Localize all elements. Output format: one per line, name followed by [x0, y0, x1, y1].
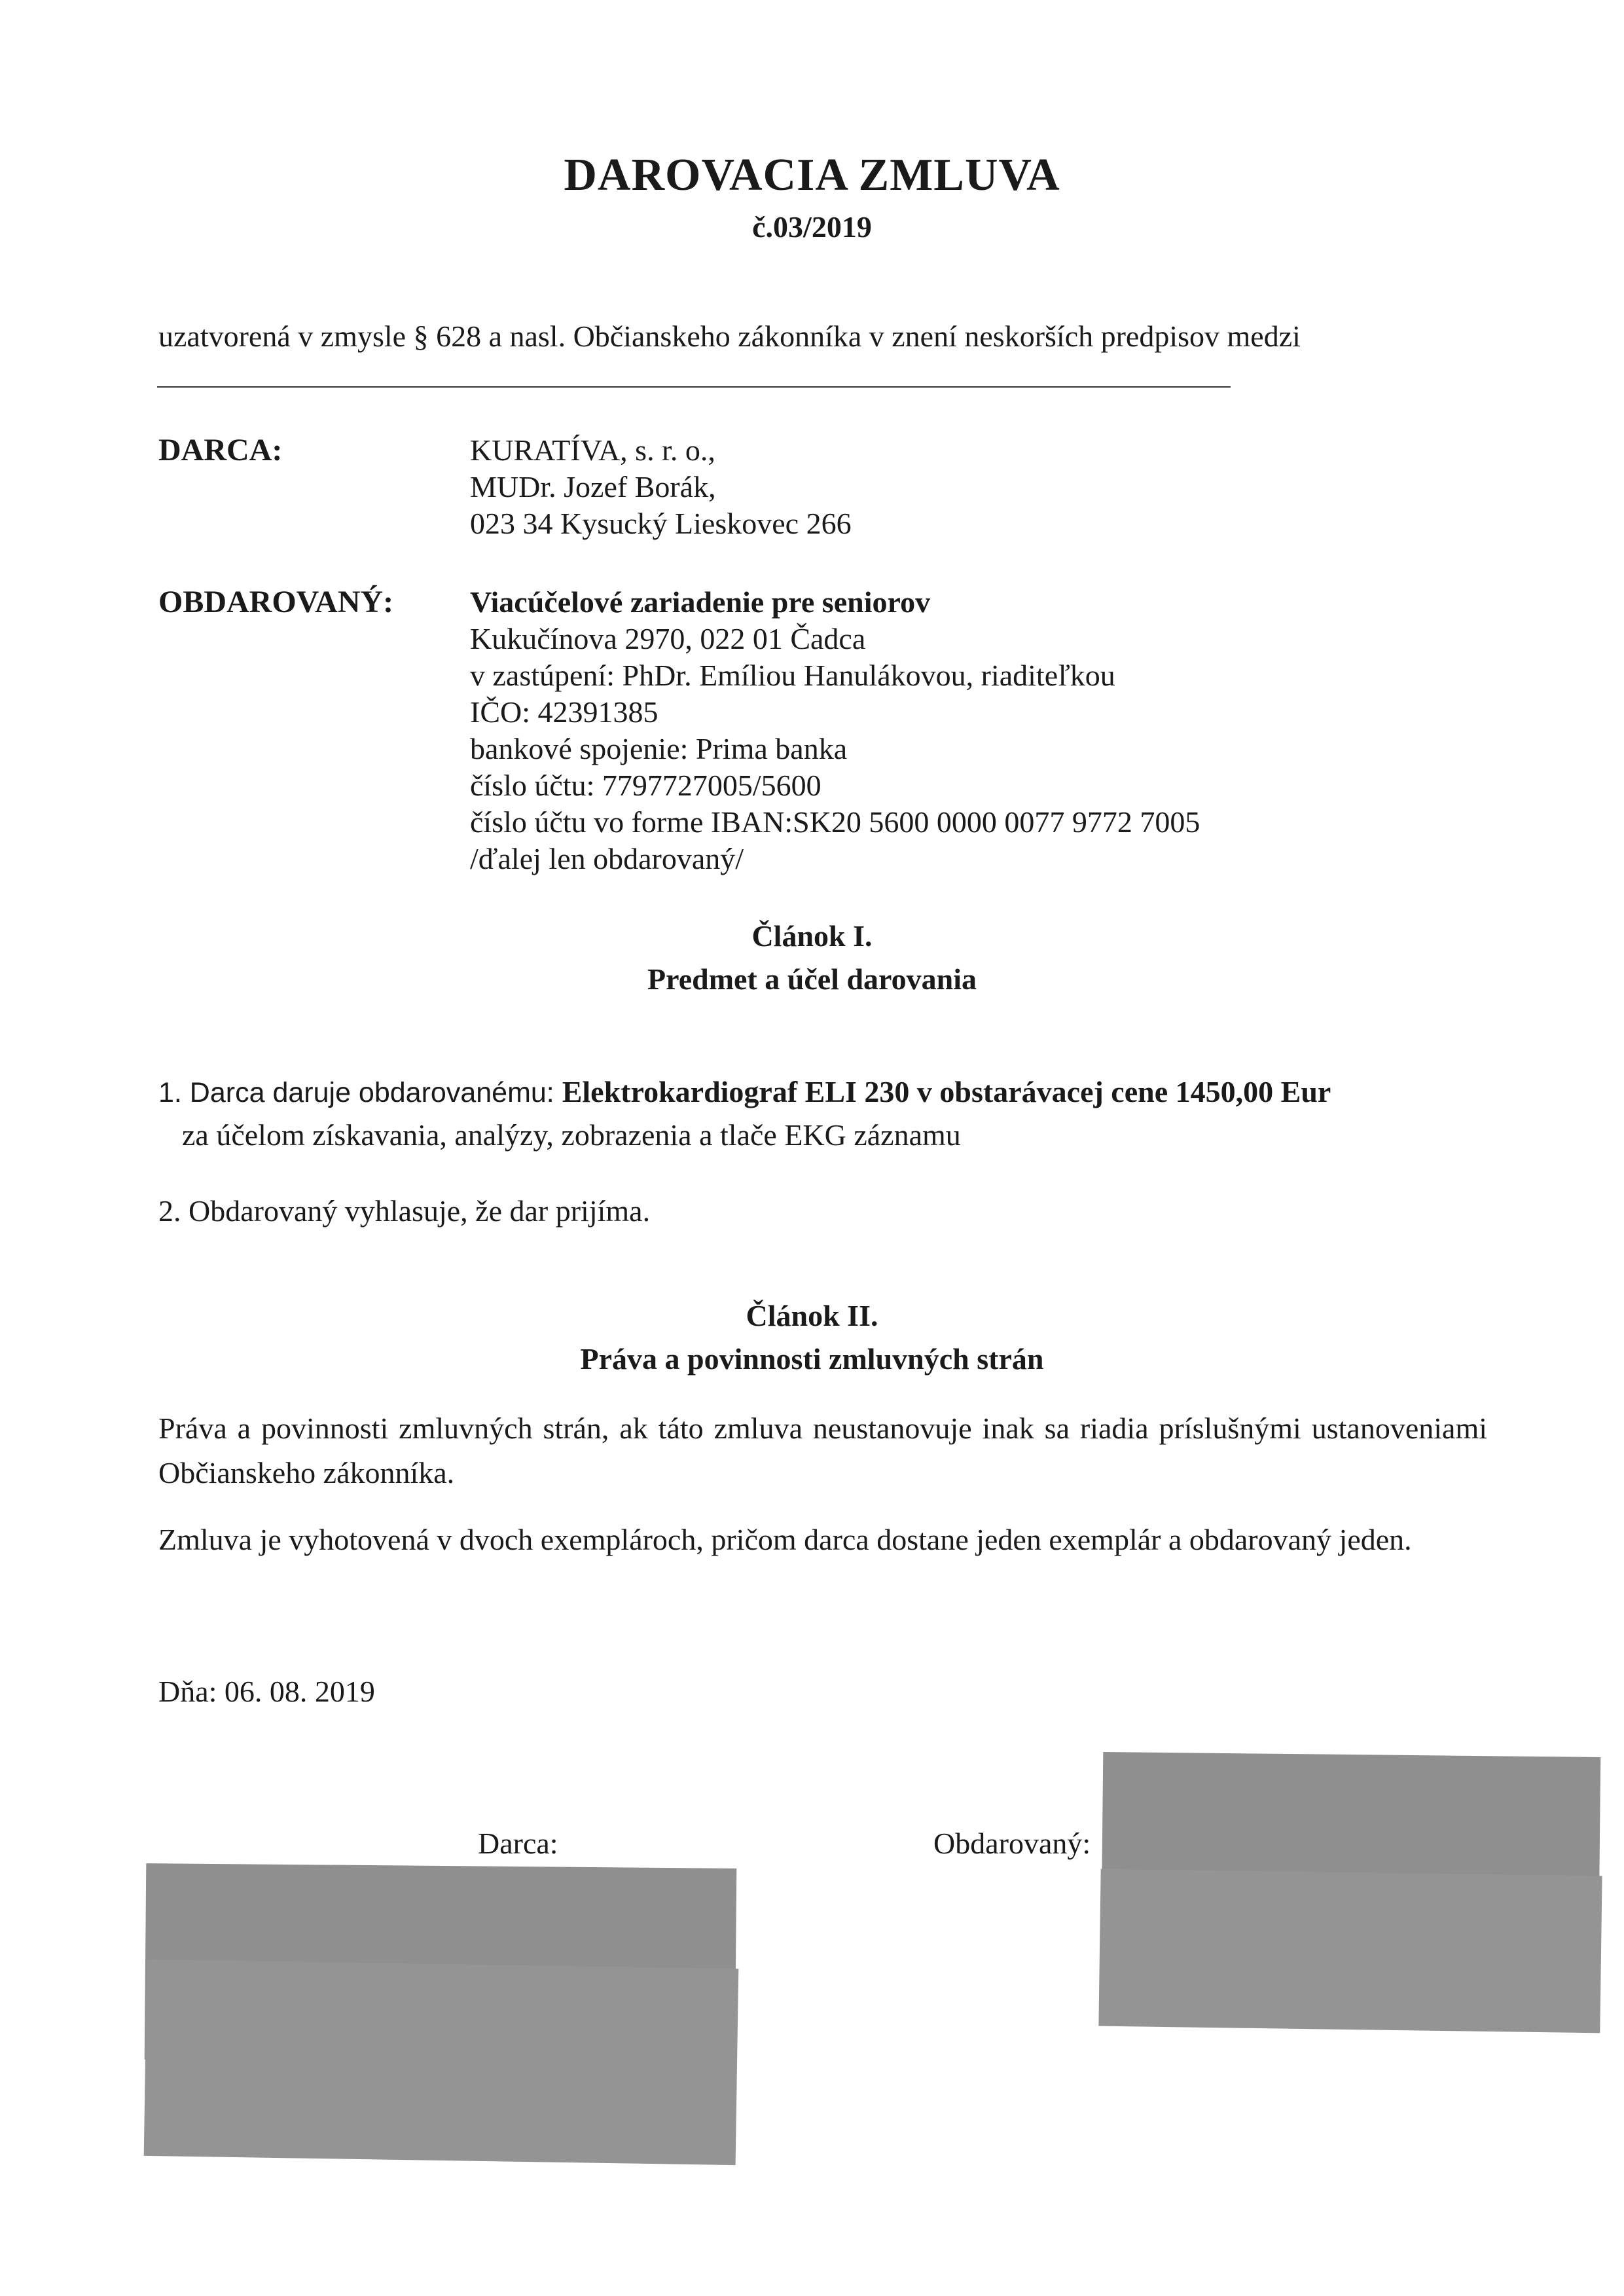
article2-para2: Zmluva je vyhotovená v dvoch exemplároch, pričom darca dostane jeden exemplár a obdarovaný jeden. [158, 1523, 1412, 1556]
recipient-block [470, 584, 1200, 877]
donor-signature-label: Darca: [478, 1827, 558, 1860]
article1-item1 [158, 1070, 1331, 1115]
document-number: č.03/2019 [752, 210, 872, 244]
signature-date: Dňa: 06. 08. 2019 [158, 1675, 375, 1708]
article1-heading: Článok I. [751, 919, 873, 953]
document-title: DAROVACIA ZMLUVA [564, 150, 1060, 200]
item1-bold: Elektrokardiograf ELI 230 v obstarávacej cene 1450,00 Eur [562, 1075, 1331, 1108]
donor-line: MUDr. Jozef Borák, [470, 470, 716, 503]
redaction-strip [144, 1959, 739, 2165]
recipient-name: Viacúčelové zariadenie pre seniorov [470, 585, 931, 619]
donor-line: 023 34 Kysucký Lieskovec 266 [470, 507, 852, 540]
divider-line [157, 386, 1231, 388]
recipient-line: IČO: 42391385 [470, 695, 659, 729]
article2-subheading: Práva a povinnosti zmluvných strán [580, 1342, 1044, 1376]
recipient-line: bankové spojenie: Prima banka [470, 732, 848, 765]
article2-para1: Práva a povinnosti zmluvných strán, ak táto zmluva neustanovuje inak sa riadia príslušnými ustanoveniami Občianskeho zákonníka. [158, 1412, 1487, 1489]
item1-prefix: 1. Darca daruje obdarovanému: [158, 1077, 562, 1108]
recipient-label: OBDAROVANÝ: [158, 585, 394, 619]
article1-item2: 2. Obdarovaný vyhlasuje, že dar prijíma. [158, 1194, 651, 1228]
recipient-line: /ďalej len obdarovaný/ [470, 842, 744, 875]
donor-block [470, 432, 852, 542]
donor-label: DARCA: [158, 433, 283, 467]
recipient-line: v zastúpení: PhDr. Emíliou Hanulákovou, riaditeľkou [470, 659, 1115, 692]
redaction-strip [1098, 1869, 1602, 2033]
article1-subheading: Predmet a účel darovania [647, 962, 977, 996]
recipient-line: číslo účtu vo forme IBAN:SK20 5600 0000 0077 9772 7005 [470, 805, 1200, 839]
article2-heading: Článok II. [746, 1299, 878, 1332]
recipient-signature-label: Obdarovaný: [933, 1827, 1091, 1860]
recipient-line: Kukučínova 2970, 022 01 Čadca [470, 622, 866, 655]
recipient-line: číslo účtu: 7797727005/5600 [470, 769, 821, 802]
preamble: uzatvorená v zmysle § 628 a nasl. Občianskeho zákonníka v znení neskorších predpisov medzi [158, 319, 1301, 353]
donor-line: KURATÍVA, s. r. o., [470, 433, 715, 467]
article1-item1-cont: za účelom získavania, analýzy, zobrazenia a tlače EKG záznamu [182, 1118, 961, 1152]
